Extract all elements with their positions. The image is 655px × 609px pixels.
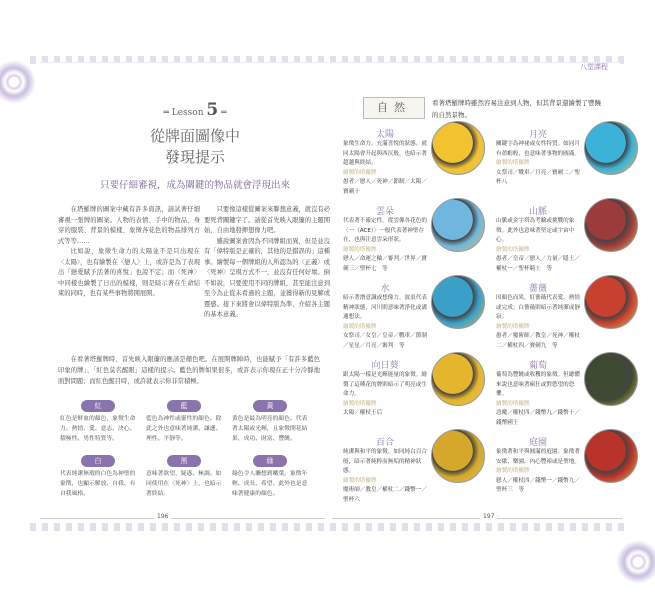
cards-label: 繪製的塔羅牌 [496,468,530,474]
tarot-card-image [431,352,485,406]
card-list: 女祭司／戰車／月亮／寶劍二／聖杯八 [496,169,580,185]
color-badge-1: 藍 [167,400,201,412]
item-text [496,140,580,188]
tarot-card-image [584,121,638,175]
section-title: 自然 [363,97,425,119]
card-list: 戀人／命運之輪／審判／世界／寶劍三／聖杯七 等 [343,256,427,272]
paragraph: 比如說，象徵生命力的太陽並不是只出現在〈太陽〉，也有繪製在〈戀人〉上，或許是為了表現出「戀愛賦予活著的喜悅」也說不定；而〈死神〉中同樣也繪製了日出的模樣，則是暗示著在生命結束的同時，也有某些事物將開展開。 [58,248,200,297]
item-text [496,448,580,496]
item-text [343,140,427,197]
card-list: 魔術師／教皇／權杖二／錢幣一／聖杯六 [343,487,427,503]
color-description: 意味著欲望、疑惑、極調。如同使用在〈死神〉上，也暗示著終結。 [146,471,222,497]
item-text [343,294,427,351]
item-title: 葡萄 [528,361,547,371]
tarot-card-image [431,275,485,329]
item-text [496,371,580,428]
color-badge-2: 黃 [253,400,287,412]
title-line: 從牌面圖像中 [149,127,240,145]
item-title: 水 [380,284,390,294]
color-description: 黃色是最為明亮的顏色。代表著太陽或光輝，且象徵開花結果、成功、財富、豐饒。 [232,416,308,442]
cards-label: 繪製的塔羅牌 [343,246,377,253]
running-header: 八堂課程 [580,63,608,71]
item-text [343,217,427,274]
item-text [496,217,580,274]
color-badge-4: 黑 [167,455,201,467]
item-description: 葡萄為豐饒或收穫的象徵。但總體來說也意味著瘋狂或對慾望的恐懼。 [496,372,580,397]
card-list: 太陽／權杖王后 [343,410,383,416]
card-list: 愚者／戀人／死神／節制／太陽／寶劍十 [343,179,427,195]
item-text [343,371,427,419]
item-title: 月亮 [528,130,547,140]
lesson-label: ═ Lesson 5 ═ [163,100,227,120]
item-description: 暗示著潛意識或想像力。波浪代表精神狀態，河川則意味著淨化或溝通想法。 [343,295,427,320]
cards-label: 繪製的塔羅牌 [496,400,530,407]
page-number: 196 [154,513,171,520]
card-list: 戀人／權杖四／錢幣一／錢幣九／聖杯三 等 [496,477,580,493]
cards-label: 繪製的塔羅牌 [496,160,530,166]
item-title: 雲朵 [375,207,394,217]
lesson-word: Lesson [171,108,204,118]
item-title: 向日葵 [371,361,399,371]
item-description: 代表著不確定性。從雲像各花色的〈一（ACE）〉一般代表著神聖存在，也與注意雲朵形狀。 [343,218,427,243]
color-badge-5: 綠 [253,455,287,467]
cards-label: 繪製的塔羅牌 [343,477,377,484]
footer-rule [40,518,325,519]
title-line: 發現提示 [164,148,225,166]
color-badge-3: 白 [81,455,115,467]
cards-label: 繪製的塔羅牌 [496,246,530,253]
card-list: 愚者／皇帝／戀人／力量／隱士／權杖一／聖杯騎士 等 [496,256,580,272]
paragraph: 在塔羅牌的圖案中藏有許多資訊，請試著仔細審視一張牌的圖案。人物的表情、手中的物品、身穿的服裝、背景的模樣、象徵各花色的物品排列方式等等…… [58,206,200,245]
body-column-2 [204,205,330,321]
item-text [496,294,580,351]
item-text [343,448,427,505]
color-description: 綠色令人聯想到嫩葉，象徵年輕、成長、希望。此外也是意味著健康的顏色。 [232,471,308,497]
tarot-card-image [584,352,638,406]
paragraph: 只要像這樣從圖案來聯想意義，就沒有必要死背關鍵字了。請從首先映入眼簾的主題開始，自由地發揮想像力吧。 [204,206,330,234]
cards-label: 繪製的塔羅牌 [496,323,530,330]
item-description: 象徵著和平與圓滿的庭園。象徵著安歇、樂園、內心豐裕或是聖地。 [496,449,580,465]
tarot-card-image [431,198,485,252]
color-intro: 在看著塔羅牌時，首先映入眼簾的應該是顏色吧。在展開牌陣時，也能賦予「有許多藍色印象的牌」、「紅色莫名醒眼」這樣的提示。藍色的牌如果很多，或許表示你現在正十分冷靜地面對問題；而紅色醒目時，或許就表示你非常積極。 [58,356,320,385]
item-title: 太陽 [375,130,394,140]
item-description: 象徵生命力，充滿喜悅的狀態。就同太陽會升起與西沉般，也暗示著超越與終結。 [343,141,427,166]
card-list: 女祭司／女皇／皇帝／戰車／節制／星星／月亮／審判 等 [343,333,427,349]
body-column-1 [58,205,200,300]
item-description: 山脈或金字塔為考驗或挑戰的象徵。此外也意味著堅定或宇宙中心。 [496,218,575,243]
color-description: 藍色為神性或靈性的顏色。除此之外也意味著純潔、謙遜、理性、平靜等。 [146,416,222,442]
subtitle: 只要仔細審視，成為關鍵的物品就會浮現出來 [99,180,290,191]
cards-label: 繪製的塔羅牌 [343,323,377,330]
item-description: 因顏色而異，紅薔薇代表愛、熱情或完成；白薔薇則暗示著純潔或靜寂。 [496,295,580,320]
tarot-card-image [584,429,638,483]
tarot-card-image [584,198,638,252]
item-description: 跟太陽一樣是光輝能量的象徵。繪製了這種花的牌則暗示了明亮或生命力。 [343,372,427,397]
color-description: 代表純潔無瑕的白色為神聖的象徵，也顯示解放、自我、有自我風格。 [60,471,136,497]
footer-rule [332,518,622,519]
card-list: 惡魔／權杖四／錢幣九／錢幣十／錢幣國王 [496,410,580,426]
item-title: 山脈 [528,207,547,217]
item-description: 關鍵字為神祕或女性特質。如同月有盈虧般，也意味著事物的圓滿。 [496,141,580,157]
tarot-card-image [431,121,485,175]
item-title: 庭園 [528,438,547,448]
item-title: 薔薇 [528,284,547,294]
tarot-card-image [584,275,638,329]
lesson-number: 5 [206,100,219,120]
card-list: 愚者／魔術師／教皇／死神／權杖二／權杖四／寶劍九 等 [496,333,580,349]
page-title [100,126,290,168]
color-badge-0: 紅 [81,400,115,412]
flower-ornament-icon [0,60,36,104]
item-title: 百合 [375,438,394,448]
cards-label: 繪製的塔羅牌 [343,400,377,407]
page-number: 197 [480,513,497,520]
color-description: 紅色是鮮血的顏色，象徵生命力、熱情、愛、意志、決心、積極性、男性特質等。 [60,416,136,442]
flower-ornament-icon [616,540,655,584]
section-intro: 看著塔羅牌時雖然容易注意到人物，但其背景還繪製了豐饒的自然景物。 [432,99,601,119]
item-description: 純潔與和平的象徵。如同純白百合般，暗示著純粹而無垢的精神狀態。 [343,449,427,474]
tarot-card-image [431,429,485,483]
paragraph: 雖說圖案會因為不同牌組而異，但是並沒有「偉特版是正確的，其他的是錯誤的」這種事。繪製每一個牌組的人所認為的〈正義〉或〈死神〉呈現方式不一，並沒有任何好壞。倒不如說，只要使用不同的牌組，甚至能注意到至今為止從未看過的主題，並獲得新的見解或靈感。接下來將會以偉特版為準，介紹各主題的基本意義。 [204,237,330,318]
bottom-decorative-band [30,523,625,531]
cards-label: 繪製的塔羅牌 [343,169,377,176]
